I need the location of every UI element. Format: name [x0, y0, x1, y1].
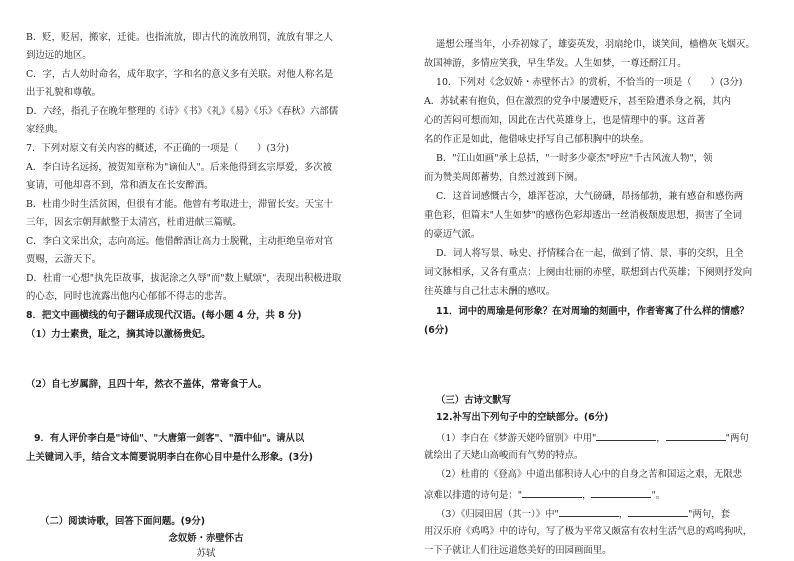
answer-blank[interactable] [559, 506, 619, 517]
q10-option-a-cont: 心的苦闷可想而知，因此在古代英雄身上，也是情理中的事。这首著 [424, 115, 706, 126]
q10-option-d: D．词人将写景、咏史、抒情糅合在一起，做到了情、景、事的交织，且全 [436, 248, 744, 259]
q10-option-c: C．这首词感慨古今，雄浑苍凉，大气磅礴，昂扬郁勃，兼有感奋和感伤两 [436, 191, 744, 202]
q10-option-b-cont: 而为赞美周郎蓄势，自然过渡到下阕。 [424, 172, 584, 183]
answer-blank[interactable] [591, 487, 651, 498]
poem-title-visible: 念奴娇・赤壁怀古 [168, 533, 244, 544]
q7-option-d-cont: 的心态，同时也流露出他内心郁郁不得志的悲苦。 [26, 291, 233, 302]
q7-option-a-cont: 宴请，可他却喜不到，常和酒友在长安醉酒。 [26, 180, 214, 191]
q12-item-1: （1）李白在《梦游天姥吟留别》中用" ， "两句 [436, 430, 749, 445]
q12-item-3: （3）《归园田居（其一）》中" ， "两句，套 [436, 506, 730, 521]
q8-sentence-2: （2）自七岁属辞，且四十年，然衣不盖体，常寄食于人。 [26, 379, 267, 390]
poem-line-3: 遥想公瑾当年，小乔初嫁了，雄姿英发，羽扇纶巾，谈笑间，樯橹灰飞烟灭。 [436, 39, 755, 50]
q7-option-c-cont: 贾赐，云游天下。 [26, 254, 102, 265]
question-8: 8．把文中画横线的句子翻译成现代汉语。(每小题 4 分，共 8 分) [26, 310, 302, 321]
option-b-text-cont: 到边远的地区。 [26, 50, 92, 61]
q12-item-2: （2）杜甫的《登高》中道出郁积诗人心中的自身之苦和国运之艰，无限悲 [436, 469, 742, 480]
q12-item-3-cont2: 一下子就让人们往远道悠美好的田园画面里。 [424, 545, 612, 556]
q10-option-c-cont: 重色彩，但篇末"人生如梦"的感伤色彩却透出一丝消极颓废思想，损害了全词 [424, 210, 743, 221]
q10-option-b: B．"江山如画"承上总括，"一时多少豪杰"呼应"千古风流人物"，领 [436, 153, 713, 164]
answer-blank[interactable] [522, 487, 582, 498]
q12-item-1-cont: 就绘出了天姥山高峻而有气势的特点。 [424, 450, 584, 461]
answer-blank[interactable] [596, 430, 656, 441]
q10-option-d-cont2: 往英雄与自己壮志未酬的感叹。 [424, 286, 556, 297]
q7-option-b: B．杜甫少时生活贫困，但很有才能。他曾有考取进士，滞留长安。天宝十 [26, 199, 333, 210]
poem-line-4: 故国神游，多情应笑我，早生华发。人生如梦，一尊还酹江月。 [424, 58, 687, 69]
q12-item-2-cont: 凉难以排遣的诗句是：" ， "。 [424, 487, 665, 502]
question-11-cont: (6分) [424, 325, 449, 336]
q7-option-b-cont: 三年，因玄宗朝拜献整于太清宫，杜甫进献三篇赋。 [26, 217, 242, 228]
option-b-text: B．贬，贬居，搬家，迁徙。也指流放，即古代的流放刑罚，流放有罪之人 [26, 32, 333, 43]
q7-option-d: D．杜甫一心想"执先臣故事，拔泥涂之久辱"而"数上赋颂"，表现出积极进取 [26, 273, 342, 284]
section-2-heading: （二）阅读诗歌，回答下面问题。(9分) [40, 516, 206, 527]
q10-option-a-cont2: 名的作正是如此，他借咏史抒写自己郁积胸中的块垒。 [424, 134, 650, 145]
q7-option-a: A．李白诗名远扬，被贺知章称为"谪仙人"。后来他得到玄宗厚爱，多次被 [26, 162, 333, 173]
question-9-cont: 上关键词入手，结合文本简要说明李白在你心目中是什么形象。(3分) [26, 452, 313, 463]
question-9: 9．有人评价李白是"诗仙"、"大唐第一剑客"、"酒中仙"。请从以 [34, 433, 305, 444]
q12-item-3-cont: 用汉乐府《鸡鸣》中的诗句，写了极为平常又颇富有农村生活气息的鸡鸣狗吠， [424, 526, 753, 537]
question-12: 12.补写出下列句子中的空缺部分。(6分) [436, 412, 609, 423]
option-d-text-cont: 家经典。 [26, 124, 64, 135]
q8-sentence-1: （1）力士素贵，耻之，摘其诗以激杨贵妃。 [26, 329, 211, 340]
answer-blank[interactable] [628, 506, 688, 517]
poem-author: 苏轼 [196, 548, 216, 559]
section-3-heading: （三）古诗文默写 [436, 395, 512, 406]
option-c-text: C．字，古人幼时命名，成年取字，字和名的意义多有关联。对他人称名是 [26, 69, 334, 80]
q10-option-c-cont2: 的豪迈气派。 [424, 229, 481, 240]
option-c-text-cont: 出于礼貌和尊敬。 [26, 87, 102, 98]
question-10: 10．下列对《念奴娇・赤壁怀古》的赏析，不恰当的一项是（ ）(3分) [436, 77, 743, 88]
answer-blank[interactable] [666, 430, 726, 441]
option-d-text: D．六经，指孔子在晚年整理的《诗》《书》《礼》《易》《乐》《春秋》六部儒 [26, 106, 339, 117]
question-7: 7．下列对原文有关内容的概述，不正确的一项是（ ）(3分) [26, 143, 289, 154]
question-11: 11．词中的周瑜是何形象？在对周瑜的刻画中，作者寄寓了什么样的情感？ [436, 306, 750, 317]
q10-option-a: A．苏轼素有抱负，但在激烈的党争中屡遭贬斥，甚至险遭杀身之祸，其内 [424, 96, 731, 107]
q10-option-d-cont: 词文脉相承，又各有重点：上阕由壮丽的赤壁，联想到古代英雄；下阕则抒发向 [424, 267, 753, 278]
q7-option-c: C．李白文采出众，志向高远。他借醉酒让高力士脱靴，主动拒绝皇帝对官 [26, 236, 334, 247]
